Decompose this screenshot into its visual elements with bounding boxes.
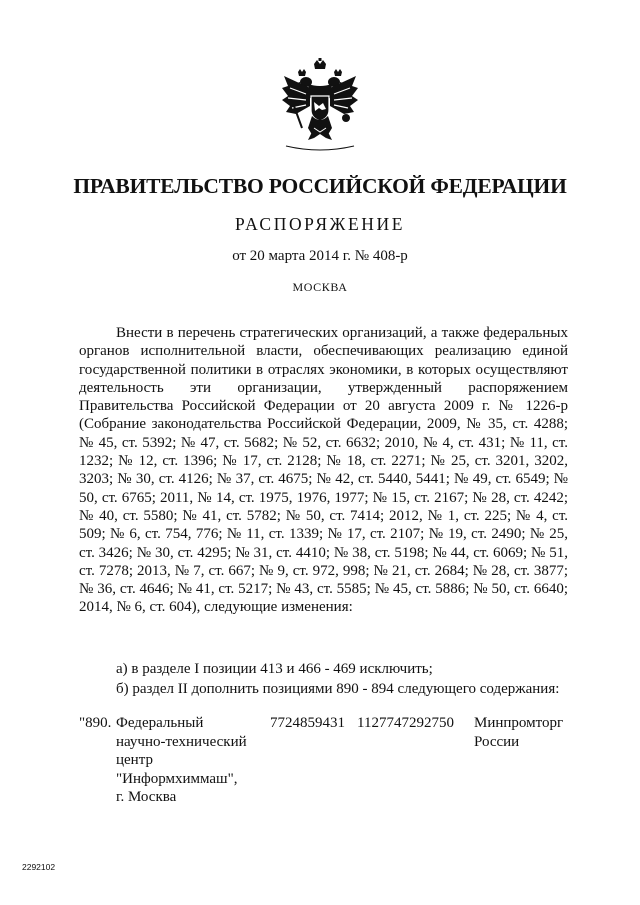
entry-name-line: "Информхиммаш", [116, 770, 238, 787]
entry-ministry-line: России [474, 733, 520, 750]
entry-name-line: Федеральный [116, 715, 204, 731]
entry-name-line: г. Москва [116, 789, 177, 805]
entry-ogrn: 1127747292750 [357, 715, 454, 731]
issue-city: МОСКВА [292, 280, 348, 294]
entry-ministry [474, 714, 574, 751]
government-title: ПРАВИТЕЛЬСТВО РОССИЙСКОЙ ФЕДЕРАЦИИ [73, 174, 567, 198]
entry-number: "890. [79, 715, 112, 731]
main-paragraph [79, 324, 568, 617]
document-code: 2292102 [22, 862, 56, 872]
document-type: РАСПОРЯЖЕНИЕ [234, 214, 406, 234]
paragraph-text: Внести в перечень стратегических организаций, а также федеральных органов исполнительной власти, обеспечивающих реализацию единой государственной политики в отраслях экономики, в которых осуществляют деятельность эти организации, утвержденный распоряжением Правительства Российской Федерации от 20 августа 2009 г. № 1226-р (Собрание законодательства Российской Федерации, 2009, № 35, ст. 4288; № 45, ст. 5392; № 47, ст. 5682; № 52, ст. 6632; 2010, № 4, ст. 431; № 11, ст. 1232; № 12, ст. 1396; № 17, ст. 2128; № 18, ст. 2271; № 25, ст. 3201, 3202, 3203; № 30, ст. 4126; № 37, ст. 4675; № 42, ст. 5440, 5441; № 49, ст. 6549; № 50, ст. 6765; 2011, № 14, ст. 1975, 1976, 1977; № 15, ст. 2167; № 28, ст. 4242; № 40, ст. 5580; № 41, ст. 5782; № 50, ст. 7414; 2012, № 1, ст. 225; № 4, ст. 509; № 6, ст. 754, 776; № 11, ст. 1339; № 17, ст. 2107; № 19, ст. 2490; № 25, ст. 3426; № 30, ст. 4295; № 31, ст. 4410; № 38, ст. 5198; № 44, ст. 6069; № 51, ст. 7278; 2013, № 7, ст. 667; № 9, ст. 972, 998; № 21, ст. 2684; № 28, ст. 3877; № 36, ст. 4646; № 41, ст. 5217; № 43, ст. 5585; № 45, ст. 5886; № 50, ст. 6640; 2014, № 6, ст. 604), следующие изменения: [79, 325, 568, 616]
item-b: б) раздел II дополнить позициями 890 - 894 следующего содержания: [116, 681, 560, 697]
item-a: а) в разделе I позиции 413 и 466 - 469 исключить; [116, 661, 433, 677]
entry-inn: 7724859431 [270, 715, 345, 731]
entry-ministry-line: Минпромторг [474, 715, 564, 731]
coat-of-arms-icon [280, 58, 360, 153]
entry-name-line: центр [116, 752, 153, 768]
document-date-number: от 20 марта 2014 г. № 408-р [232, 248, 408, 264]
entry-name-line: научно-технический [116, 733, 247, 750]
entry-organization-name [116, 714, 266, 807]
